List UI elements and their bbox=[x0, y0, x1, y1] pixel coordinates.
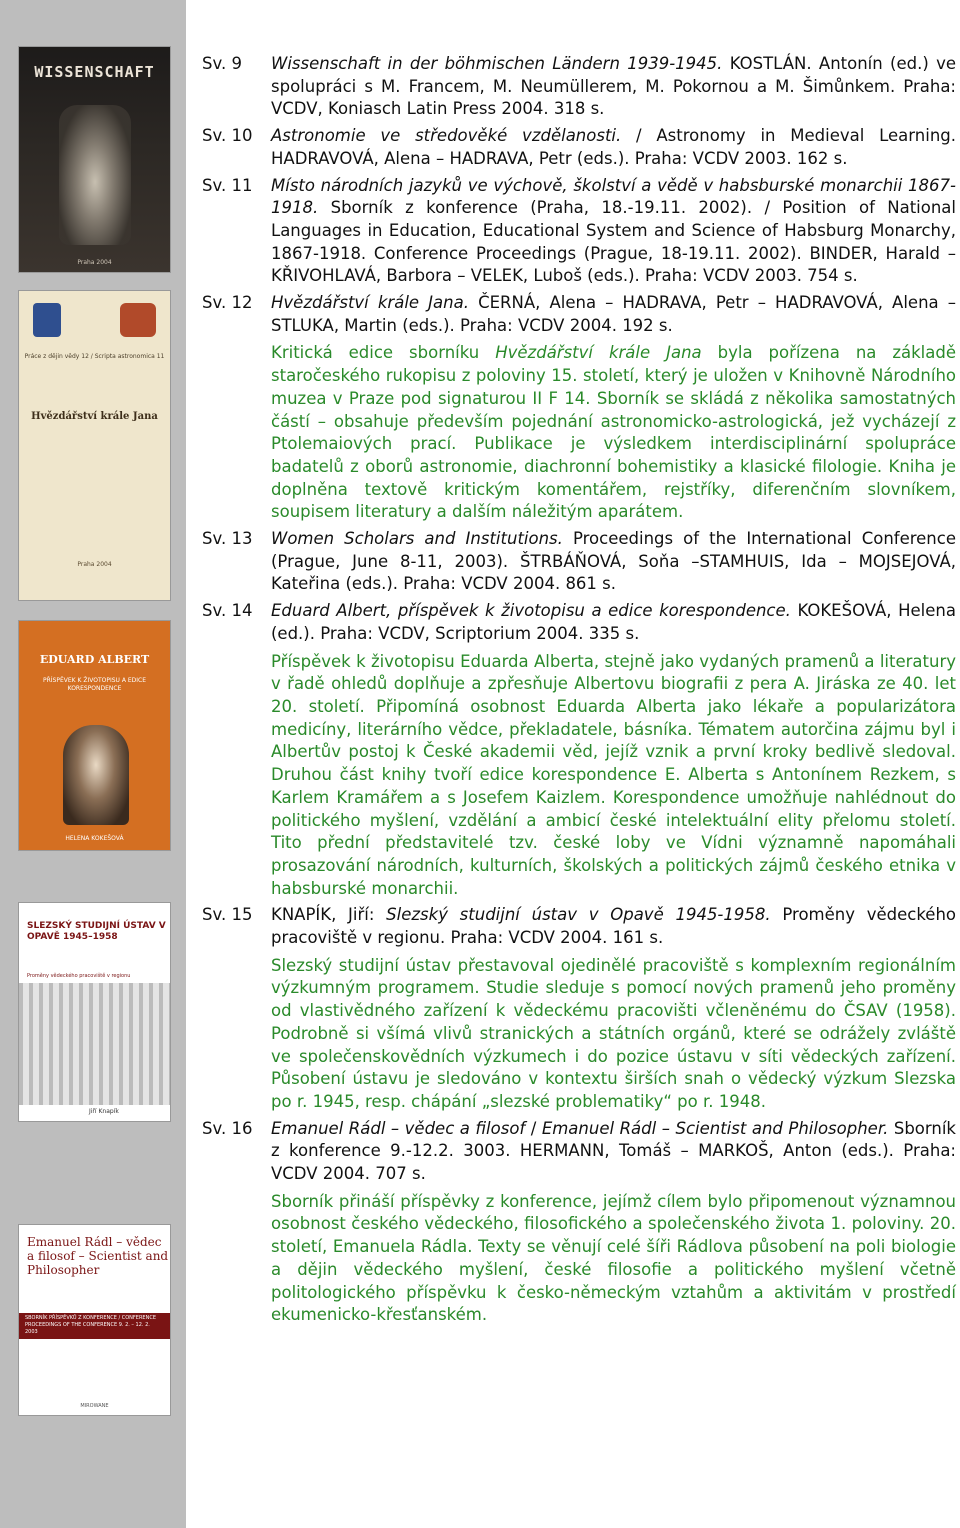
book-cover-eduard-albert bbox=[18, 620, 171, 851]
volume-number: Sv. 15 bbox=[202, 905, 253, 925]
entry-text bbox=[271, 53, 956, 121]
cover-author: HELENA KOKEŠOVÁ bbox=[65, 835, 124, 842]
cover-author: Jiří Knapík bbox=[89, 1108, 119, 1115]
volume-number: Sv. 9 bbox=[202, 54, 242, 73]
description-text: byla pořízena na základě staročeského rukopisu z poloviny 15. století, který je uložen v Knihovně Národního muzea v Praze pod signaturou II F 14. Sborník se skládá z několika samostatných částí – obsahuje především pojednání astronomicko-astrologická, jež vycházejí z Ptolemaiových prací. Publikace je výsledkem interdisciplinární spolupráce badatelů z oborů astronomie, diachronní bohemistiky a klasické filologie. Kniha je doplněna textově kritickým komentářem, rejstříky, diferenčním slovníkem, soupisem literatury a dalším náležitým aparátem. bbox=[271, 343, 957, 522]
list-item bbox=[202, 53, 956, 121]
cover-title: EDUARD ALBERT bbox=[39, 653, 150, 666]
cover-series: Práce z dějin vědy 12 / Scripta astronomica 11 bbox=[24, 353, 165, 360]
book-cover-emanuel-radl bbox=[18, 1224, 171, 1416]
cover-band: SBORNÍK PŘÍSPĚVKŮ Z KONFERENCE / CONFERENCE PROCEEDINGS OF THE CONFERENCE 9. 2. – 12. 2. 2003 bbox=[19, 1313, 170, 1339]
entry-details: Proměny vědeckého pracoviště v regionu. Praha: VCDV 2004. 161 s. bbox=[271, 905, 956, 948]
entry-details: ČERNÁ, Alena – HADRAVA, Petr – HADRAVOVÁ, Alena – STLUKA, Martin (eds.). Praha: VCDV 2004. 192 s. bbox=[271, 293, 956, 335]
description-text: Kritická edice sborníku bbox=[271, 343, 496, 363]
volume-number: Sv. 14 bbox=[202, 601, 253, 621]
cover-publisher: Praha 2004 bbox=[77, 259, 112, 266]
entry-details: Sborník z konference 9.-12.2. 3003. HERMANN, Tomáš – MARKOŠ, Anton (eds.). Praha: VCDV 2004. 707 s. bbox=[271, 1118, 956, 1184]
entry-description: Sborník přináší příspěvky z konference, jejímž cílem bylo připomenout významnou osobnost českého vědeckého, filosofického a společenského života 1. poloviny. 20. století, Emanuela Rádla. Texty se věnují celé šíři Rádlova působení na poli biologie a dějin vědeckého myšlení, české filosofie a politického myšlení včetně politologického příspěvku k česko-německým vztahům a aktivitám v prostředí ekumenicko-křesťanském. bbox=[271, 1191, 956, 1325]
entry-text bbox=[271, 125, 956, 170]
entry-description bbox=[271, 342, 956, 524]
cover-title: Hvězdářství krále Jana bbox=[31, 411, 158, 422]
entry-text bbox=[271, 292, 956, 524]
entry-details: Proceedings of the International Conference (Prague, June 8-11, 2003). ŠTRBÁŇOVÁ, Soňa –STAMHUIS, Ida – MOJSEJOVÁ, Kateřina (eds.). Praha: VCDV 2004. 861 s. bbox=[271, 529, 956, 594]
cover-publisher: MIROWANE bbox=[80, 1403, 109, 1409]
entry-title: Hvězdářství krále Jana. bbox=[271, 293, 469, 313]
entry-title: Emanuel Rádl – vědec a filosof bbox=[271, 1118, 526, 1138]
jar-image bbox=[59, 105, 131, 245]
list-item bbox=[202, 125, 956, 170]
entry-text bbox=[271, 175, 956, 289]
entry-text bbox=[271, 1118, 956, 1327]
cover-subtitle: PŘÍSPĚVEK K ŽIVOTOPISU A EDICE KORESPONDENCE bbox=[42, 677, 146, 692]
entry-title: Místo národních jazyků ve výchově, školství a vědě v habsburské monarchii 1867-1918. bbox=[271, 175, 956, 218]
entry-text bbox=[271, 904, 956, 1113]
entry-details: Sborník z konference (Praha, 18.-19.11. 2002). / Position of National Languages in Education, Educational System and Science of Habsburg Monarchy, 1867-1918. Conference Proceedings (Prague, 18-19.11. 2002). BINDER, Harald – KŘIVOHLAVÁ, Barbora – VELEK, Luboš (eds.). Praha: VCDV 2003. 754 s. bbox=[271, 198, 956, 286]
list-item bbox=[202, 292, 956, 524]
book-cover-wissenschaft bbox=[18, 46, 171, 273]
volume-number: Sv. 16 bbox=[202, 1118, 253, 1138]
book-cover-hvezdarstvi bbox=[18, 290, 171, 601]
description-title: Hvězdářství krále Jana bbox=[495, 343, 702, 363]
entry-description: Příspěvek k životopisu Eduarda Alberta, stejně jako vydaných pramenů a literatury v řadě ohledů doplňuje a zpřesňuje Albertovu biografii z pera A. Jiráska ze 40. let 20. století. Připomíná osobnost Eduarda Alberta jako lékaře a popularizátora medicíny, literárního vědce, překladatele, básníka. Tématem autorčina zájmu byl i Albertův postoj k České akademii věd, jejíž vznik a první kroky bedlivě sledoval. Druhou část knihy tvoří edice korespondence E. Alberta s Antonínem Rezkem, s Karlem Kramářem a s Josefem Kaizlem. Korespondence umožňuje nahlédnout do politického myšlení, vzdělání a ambicí české intelektuální elity přelomu století. Tito přední představitelé tzv. české loby ve Vídni významně napomáhali prosazování národních, kulturních, školských a politických zájmů českého etnika v habsburské monarchii. bbox=[271, 651, 956, 898]
entry-text bbox=[271, 528, 956, 596]
entry-author: KNAPÍK, Jiří: bbox=[271, 905, 387, 925]
book-cover-slezsky-ustav bbox=[18, 902, 171, 1122]
entry-title: Slezský studijní ústav v Opavě 1945-1958. bbox=[386, 905, 771, 925]
list-item bbox=[202, 904, 956, 1113]
list-item bbox=[202, 600, 956, 900]
entry-title: Astronomie ve středověké vzdělanosti. bbox=[271, 126, 622, 146]
entry-details: KOSTLÁN. Antonín (ed.) ve spolupráci s M. Francem, M. Neumüllerem, M. Pokornou a M. Šimůnkem. Praha: VCDV, Koniasch Latin Press 2004. 318 s. bbox=[271, 54, 956, 119]
cover-title: Emanuel Rádl – vědec a filosof – Scientist and Philosopher bbox=[27, 1235, 169, 1277]
entry-title: Women Scholars and Institutions. bbox=[271, 529, 563, 549]
entry-title: Eduard Albert, příspěvek k životopisu a edice korespondence. bbox=[271, 601, 791, 621]
cover-title: WISSENSCHAFT bbox=[34, 63, 155, 81]
entry-details: KOKEŠOVÁ, Helena (ed.). Praha: VCDV, Scriptorium 2004. 335 s. bbox=[271, 601, 956, 643]
entry-title-english: Emanuel Rádl – Scientist and Philosopher. bbox=[541, 1118, 889, 1138]
cover-title: SLEZSKÝ STUDIJNÍ ÚSTAV V OPAVĚ 1945–1958 bbox=[27, 921, 166, 942]
entry-description: Slezský studijní ústav přestavoval ojedinělé pracoviště s komplexním regionálním výzkumným programem. Studie sleduje s pomocí nových pramenů jeho proměny od vlastivědného zařízení k vědeckému pracovišti včleněnému do ČSAV (1958). Podrobně si všímá vlivů stranických a státních orgánů, které se odrážely zvláště ve společenskovědních výzkumech i do pozice ústavu v síti vědeckých zařízení. Působení ústavu je sledováno v kontextu širších snah o vědecký výzkum Slezska po r. 1945, resp. chápání „slezské problematiky“ po r. 1948. bbox=[271, 955, 956, 1111]
entry-details: / Astronomy in Medieval Learning. HADRAVOVÁ, Alena – HADRAVA, Petr (eds.). Praha: VCDV 2003. 162 s. bbox=[271, 126, 956, 168]
volume-number: Sv. 10 bbox=[202, 126, 253, 146]
volume-number: Sv. 11 bbox=[202, 175, 253, 195]
emblem-image bbox=[33, 303, 61, 337]
list-item bbox=[202, 1118, 956, 1327]
volume-number: Sv. 13 bbox=[202, 529, 253, 549]
portrait-image bbox=[63, 725, 129, 825]
volume-number: Sv. 12 bbox=[202, 293, 253, 313]
cover-sidebar bbox=[0, 0, 186, 1528]
publication-list bbox=[202, 53, 956, 1331]
cover-year: Praha 2004 bbox=[77, 561, 112, 568]
entry-text bbox=[271, 600, 956, 900]
list-item bbox=[202, 528, 956, 596]
entry-title: Wissenschaft in der böhmischen Ländern 1939-1945. bbox=[271, 54, 723, 73]
entry-separator: / bbox=[525, 1118, 542, 1138]
illumination-image bbox=[120, 303, 156, 337]
list-item bbox=[202, 175, 956, 289]
cover-subtitle: Proměny vědeckého pracoviště v regionu bbox=[27, 973, 131, 979]
building-image bbox=[19, 983, 170, 1105]
